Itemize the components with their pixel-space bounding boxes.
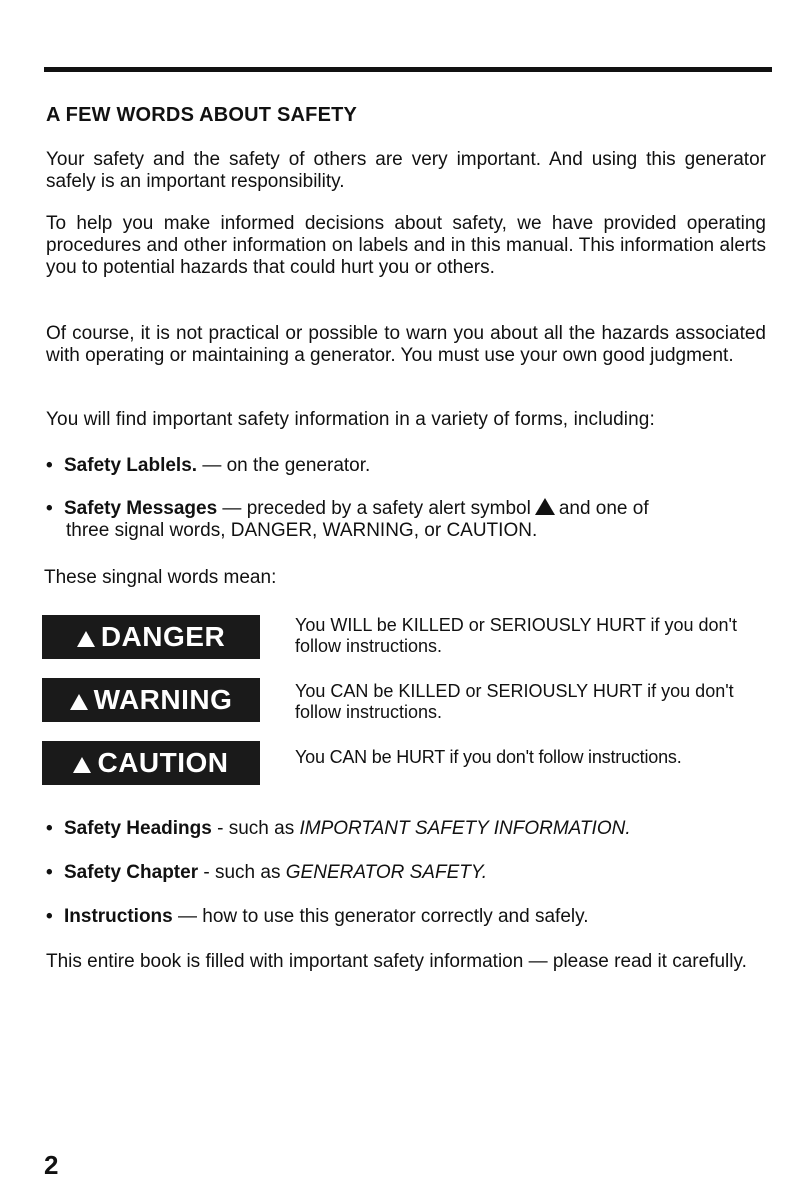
bullet-separator: - such as	[211, 818, 300, 839]
bullet-text: — preceded by a safety alert symbol	[217, 498, 531, 519]
bullet-safety-messages	[46, 497, 766, 542]
warning-triangle-icon	[535, 498, 555, 515]
danger-signal-box	[42, 615, 260, 659]
caution-label: CAUTION	[97, 747, 229, 778]
paragraph-good-judgment: Of course, it is not practical or possible to warn you about all the hazards associated with operating or maintaining a generator. You must use your own good judgment.	[46, 323, 766, 366]
bullet-italic-example: IMPORTANT SAFETY INFORMATION.	[299, 818, 631, 839]
bullet-bold-label: Safety Lablels.	[64, 455, 198, 476]
paragraph-forms-intro: You will find important safety information in a variety of forms, including:	[46, 409, 655, 430]
bullet-bold-label: Safety Chapter	[64, 862, 199, 883]
bullet-text: — on the generator.	[197, 455, 371, 476]
bullet-dot: •	[46, 455, 53, 476]
paragraph-safety-intro: Your safety and the safety of others are very important. And using this generator safely is an important responsibility.	[46, 149, 766, 192]
warning-signal-box	[42, 678, 260, 722]
page-number: 2	[44, 1150, 59, 1180]
bullet-dot: •	[46, 818, 53, 839]
top-rule	[44, 67, 772, 72]
paragraph-informed-decisions: To help you make informed decisions about safety, we have provided operating procedures and other information on labels and in this manual. This information alerts you to potential hazards that could hurt you or others.	[46, 213, 766, 278]
paragraph-closing: This entire book is filled with important safety information — please read it carefully.	[46, 951, 747, 972]
danger-label: DANGER	[100, 621, 226, 652]
bullet-safety-headings	[46, 818, 766, 840]
warning-label: WARNING	[93, 684, 233, 715]
bullet-separator: - such as	[198, 862, 286, 883]
bullet-dot: •	[46, 862, 53, 883]
bullet-safety-labels	[46, 455, 766, 477]
bullet-instructions	[46, 906, 766, 928]
danger-description: You WILL be KILLED or SERIOUSLY HURT if you don't follow instructions.	[295, 615, 737, 656]
caution-signal-box	[42, 741, 260, 785]
bullet-dot: •	[46, 906, 53, 927]
warning-triangle-icon	[77, 631, 95, 647]
bullet-text-after: and one of	[558, 498, 649, 519]
warning-triangle-icon	[70, 694, 88, 710]
caution-description: You CAN be HURT if you don't follow instructions.	[295, 747, 682, 767]
bullet-text: — how to use this generator correctly and safely.	[172, 906, 589, 927]
bullet-italic-example: GENERATOR SAFETY.	[285, 862, 488, 883]
bullet-bold-label: Instructions	[64, 906, 173, 927]
warning-triangle-icon	[73, 757, 91, 773]
bullet-continuation: three signal words, DANGER, WARNING, or CAUTION.	[66, 520, 538, 541]
bullet-safety-chapter	[46, 862, 766, 884]
bullet-bold-label: Safety Headings	[64, 818, 212, 839]
bullet-dot: •	[46, 498, 53, 519]
bullet-bold-label: Safety Messages	[64, 498, 218, 519]
warning-description: You CAN be KILLED or SERIOUSLY HURT if you don't follow instructions.	[295, 681, 734, 722]
signal-words-intro: These singnal words mean:	[44, 567, 277, 588]
section-heading: A FEW WORDS ABOUT SAFETY	[46, 104, 358, 126]
